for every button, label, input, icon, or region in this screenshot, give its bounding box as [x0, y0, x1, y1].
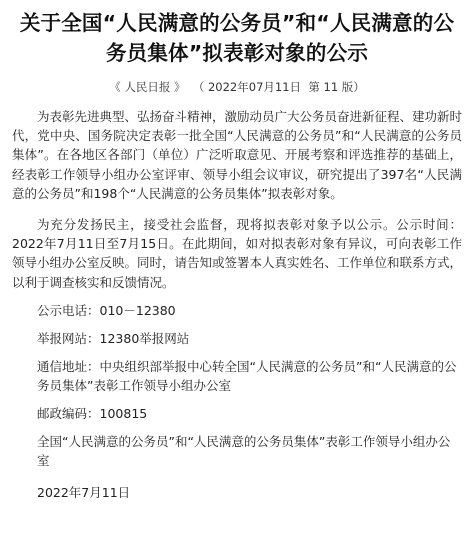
website-label: 举报网站： — [37, 330, 100, 346]
phone-line — [12, 301, 462, 320]
address-line — [12, 357, 462, 395]
phone-label: 公示电话： — [37, 302, 100, 318]
phone-value: 010－12380 — [99, 302, 176, 318]
paragraph-intro: 为表彰先进典型、弘扬奋斗精神，激励动员广大公务员奋进新征程、建功新时代，党中央、国务院决定表彰一批全国“人民满意的公务员”和“人民满意的公务员集体”。在各地区各部门（单位）广泛听取意见、开展考察和评选推荐的基础上，经表彰工作领导小组办公室评审、领导小组会议审议，研究提出了397名“人民满意的公务员”和198个“人民满意的公务员集体”拟表彰对象。 — [12, 109, 463, 201]
issue-date: 2022年7月11日 — [37, 484, 131, 500]
issuer-line: 全国“人民满意的公务员”和“人民满意的公务员集体”表彰工作领导小组办公室 — [37, 433, 451, 468]
postcode-value: 100815 — [99, 405, 148, 421]
source-page: 第 11 版） — [308, 80, 365, 94]
website-value: 12380举报网站 — [99, 330, 190, 346]
website-line — [12, 329, 462, 348]
postcode-label: 邮政编码： — [37, 405, 100, 421]
address-label: 通信地址： — [37, 358, 100, 374]
source-name: 《 人民日报 》 — [109, 80, 186, 94]
source-line — [12, 79, 462, 95]
article-title: 关于全国“人民满意的公务员”和“人民满意的公务员集体”拟表彰对象的公示 — [19, 11, 455, 65]
paragraph-notice: 为充分发扬民主，接受社会监督，现将拟表彰对象予以公示。公示时间：2022年7月11日至7月15日。在此期间，如对拟表彰对象有异议，可向表彰工作领导小组办公室反映。同时，请告知或签署本人真实姓名、工作单位和联系方式，以利于调查核实和反馈情况。 — [12, 217, 463, 290]
address-value: 中央组织部举报中心转全国“人民满意的公务员”和“人民满意的公务员集体”表彰工作领导小组办公室 — [37, 358, 457, 393]
postcode-line — [12, 404, 462, 423]
source-date: （ 2022年07月11日 — [192, 80, 302, 94]
